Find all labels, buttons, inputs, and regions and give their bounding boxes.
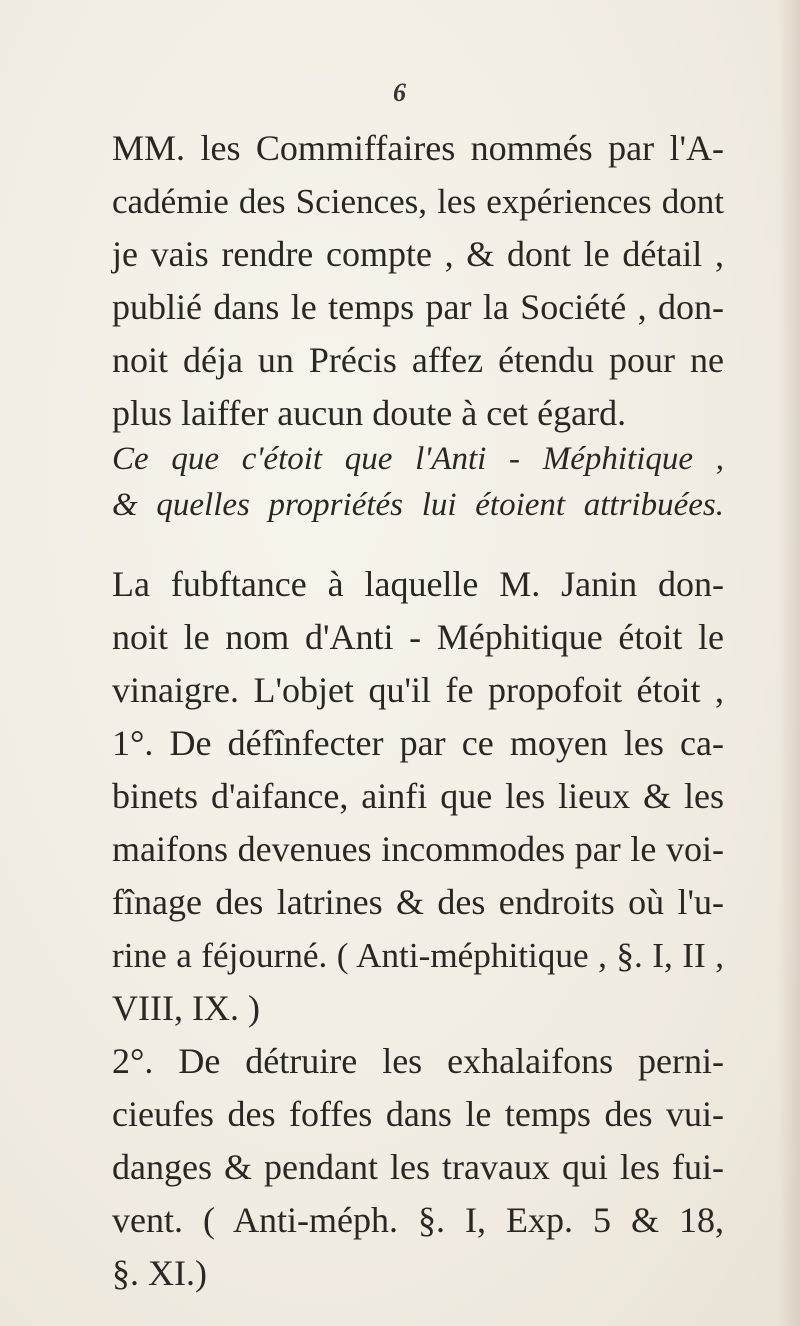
text-line: §. XI.) xyxy=(112,1253,207,1293)
text-line: danges & pendant les travaux qui les fui- xyxy=(112,1147,724,1187)
text-line: noit déja un Précis affez étendu pour ne xyxy=(112,340,724,380)
heading-line: Ce que c'étoit que l'Anti - Méphitique , xyxy=(112,441,724,477)
text-line: noit le nom d'Anti - Méphitique étoit le xyxy=(112,617,724,657)
text-line: 1°. De défînfecter par ce moyen les ca- xyxy=(112,723,724,763)
text-line: maifons devenues incommodes par le voi- xyxy=(112,829,724,869)
text-line: MM. les Commiffaires nommés par l'A- xyxy=(112,128,724,168)
paragraph-commissioners xyxy=(112,122,724,440)
heading-line: & quelles propriétés lui étoient attribuées. xyxy=(112,487,724,523)
page-number: 6 xyxy=(393,78,407,107)
page-edge-shadow xyxy=(778,0,800,1326)
text-line: plus laiffer aucun doute à cet égard. xyxy=(112,393,627,433)
text-line: binets d'aifance, ainfi que les lieux & les xyxy=(112,776,724,816)
text-line: cieufes des foffes dans le temps des vui- xyxy=(112,1094,724,1134)
text-line: 2°. De détruire les exhalaifons perni- xyxy=(112,1041,724,1081)
text-line: je vais rendre compte , & dont le détail , xyxy=(112,234,724,274)
text-line: vent. ( Anti-méph. §. I, Exp. 5 & 18, xyxy=(112,1200,724,1240)
text-line: La fubftance à laquelle M. Janin don- xyxy=(112,564,724,604)
text-line: fînage des latrines & des endroits où l'u- xyxy=(112,882,724,922)
text-line: publié dans le temps par la Société , don- xyxy=(112,287,724,327)
text-line: rine a féjourné. ( Anti-méphitique , §. I, II , xyxy=(112,936,724,975)
text-line: vinaigre. L'objet qu'il fe propofoit étoit , xyxy=(112,670,724,710)
paragraph-anti-mephitique xyxy=(112,558,724,1300)
text-line: cadémie des Sciences, les expériences dont xyxy=(112,182,724,221)
section-heading xyxy=(112,436,724,528)
text-line: VIII, IX. ) xyxy=(112,988,260,1028)
